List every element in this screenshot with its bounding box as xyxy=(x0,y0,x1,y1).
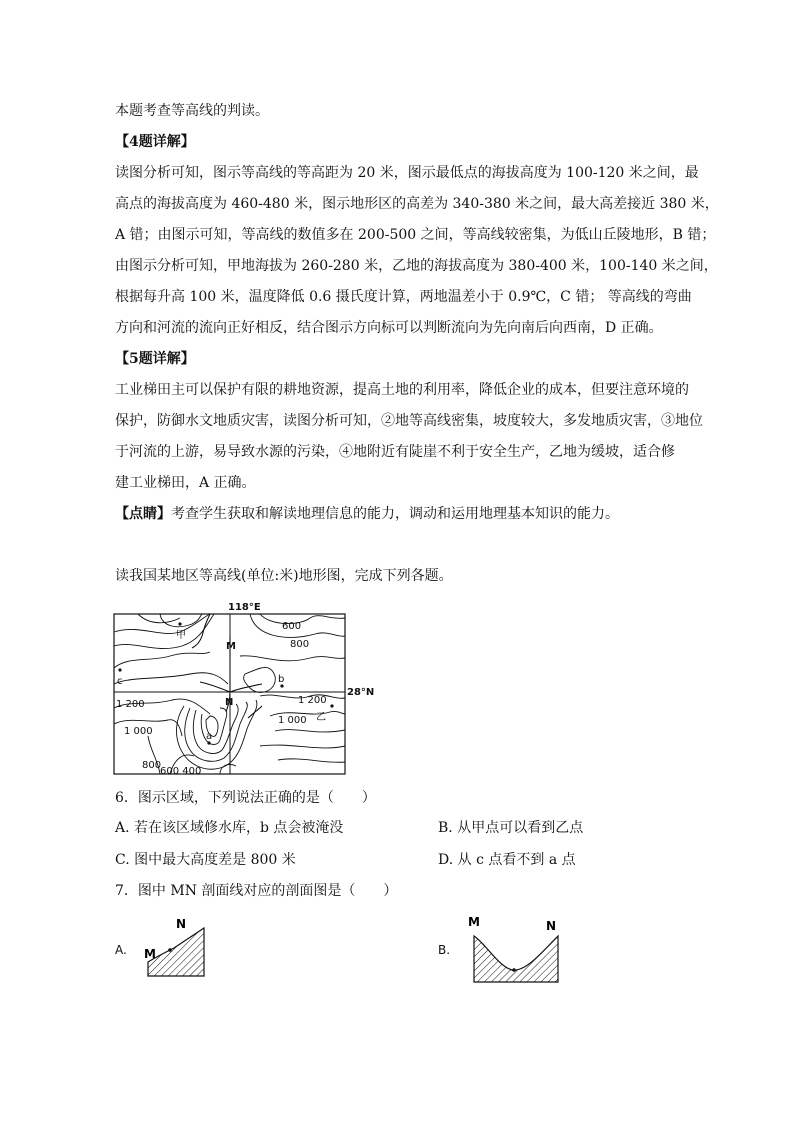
label-a: a xyxy=(206,731,213,742)
text-line-5: A 错；由图示可知，等高线的数值多在 200-500 之间，等高线较密集，为低山丘陵地形，B 错； xyxy=(115,227,716,243)
label-b: b xyxy=(278,674,285,685)
section-heading-q4: 【4题详解】 xyxy=(115,134,195,150)
dianjing-label: 【点睛】 xyxy=(115,506,171,522)
q7-option-a-letter[interactable]: A. xyxy=(115,943,127,957)
label-1200-left: 1 200 xyxy=(116,699,145,710)
point-c xyxy=(118,668,121,671)
latitude-label: 28°N xyxy=(347,687,375,698)
q7-a-label-M: M xyxy=(144,947,156,961)
profile-a-point xyxy=(168,948,172,952)
q6-option-a[interactable]: A. 若在该区域修水库，b 点会被淹没 xyxy=(115,820,344,836)
text-line-1: 本题考查等高线的判读。 xyxy=(115,103,269,119)
q6-option-c[interactable]: C. 图中最大高度差是 800 米 xyxy=(115,852,296,868)
q7-option-b-letter[interactable]: B. xyxy=(438,943,451,957)
label-jia: 甲 xyxy=(176,630,186,641)
q7-b-label-M: M xyxy=(468,915,480,929)
label-1000-right: 1 000 xyxy=(278,715,307,726)
label-c: c xyxy=(117,676,123,687)
label-1200-right: 1 200 xyxy=(298,695,327,706)
label-800-bottom: 800 xyxy=(142,760,162,771)
profile-b-point xyxy=(512,968,516,972)
label-600-400: 600 400 xyxy=(160,766,202,777)
text-line-4: 高点的海拔高度为 460-480 米，图示地形区的高差为 340-380 米之间，最大高差接近 380 米， xyxy=(115,196,719,212)
label-600: 600 xyxy=(282,621,302,632)
q7-stem: 7．图中 MN 剖面线对应的剖面图是（ ） xyxy=(115,883,398,899)
q6-option-d[interactable]: D. 从 c 点看不到 a 点 xyxy=(438,852,576,868)
text-line-8: 方向和河流的流向正好相反，结合图示方向标可以判断流向为先向南后向西南，D 正确。 xyxy=(115,320,663,336)
text-line-6: 由图示分析可知，甲地海拔为 260-280 米，乙地的海拔高度为 380-400 米，100-140 米之间， xyxy=(115,258,718,274)
label-1000-left: 1 000 xyxy=(124,726,153,737)
contour-map xyxy=(110,596,400,782)
q7-b-label-N: N xyxy=(546,919,557,933)
text-line-12: 于河流的上游，易导致水源的污染，④地附近有陡崖不利于安全生产，乙地为缓坡，适合修 xyxy=(115,444,675,460)
map-intro: 读我国某地区等高线(单位:米)地形图，完成下列各题。 xyxy=(115,568,453,584)
label-yi: 乙 xyxy=(316,712,326,723)
q6-option-b[interactable]: B. 从甲点可以看到乙点 xyxy=(438,820,584,836)
section-heading-q5: 【5题详解】 xyxy=(115,351,195,367)
label-N: N xyxy=(225,697,234,708)
dianjing-text: 考查学生获取和解读地理信息的能力，调动和运用地理基本知识的能力。 xyxy=(171,506,619,522)
text-line-7: 根据每升高 100 米，温度降低 0.6 摄氏度计算，两地温差小于 0.9℃，C 错； 等高线的弯曲 xyxy=(115,289,692,305)
label-800-top: 800 xyxy=(290,639,310,650)
q7-option-a-profile[interactable] xyxy=(140,912,212,980)
q7-option-b-profile[interactable] xyxy=(464,910,564,986)
point-jia xyxy=(178,622,181,625)
text-line-13: 建工业梯田，A 正确。 xyxy=(115,475,256,491)
q7-a-label-N: N xyxy=(176,917,187,931)
longitude-label: 118°E xyxy=(228,602,261,613)
point-yi xyxy=(330,704,333,707)
text-line-11: 保护，防御水文地质灾害，读图分析可知，②地等高线密集，坡度较大，多发地质灾害，③地位 xyxy=(115,413,703,429)
text-line-10: 工业梯田主可以保护有限的耕地资源，提高土地的利用率，降低企业的成本，但要注意环境的 xyxy=(115,382,689,398)
dianjing-line xyxy=(115,504,619,524)
q6-stem: 6．图示区域，下列说法正确的是（ ） xyxy=(115,790,376,806)
text-line-3: 读图分析可知，图示等高线的等高距为 20 米，图示最低点的海拔高度为 100-120 米之间，最 xyxy=(115,165,699,181)
label-M: M xyxy=(226,641,236,652)
